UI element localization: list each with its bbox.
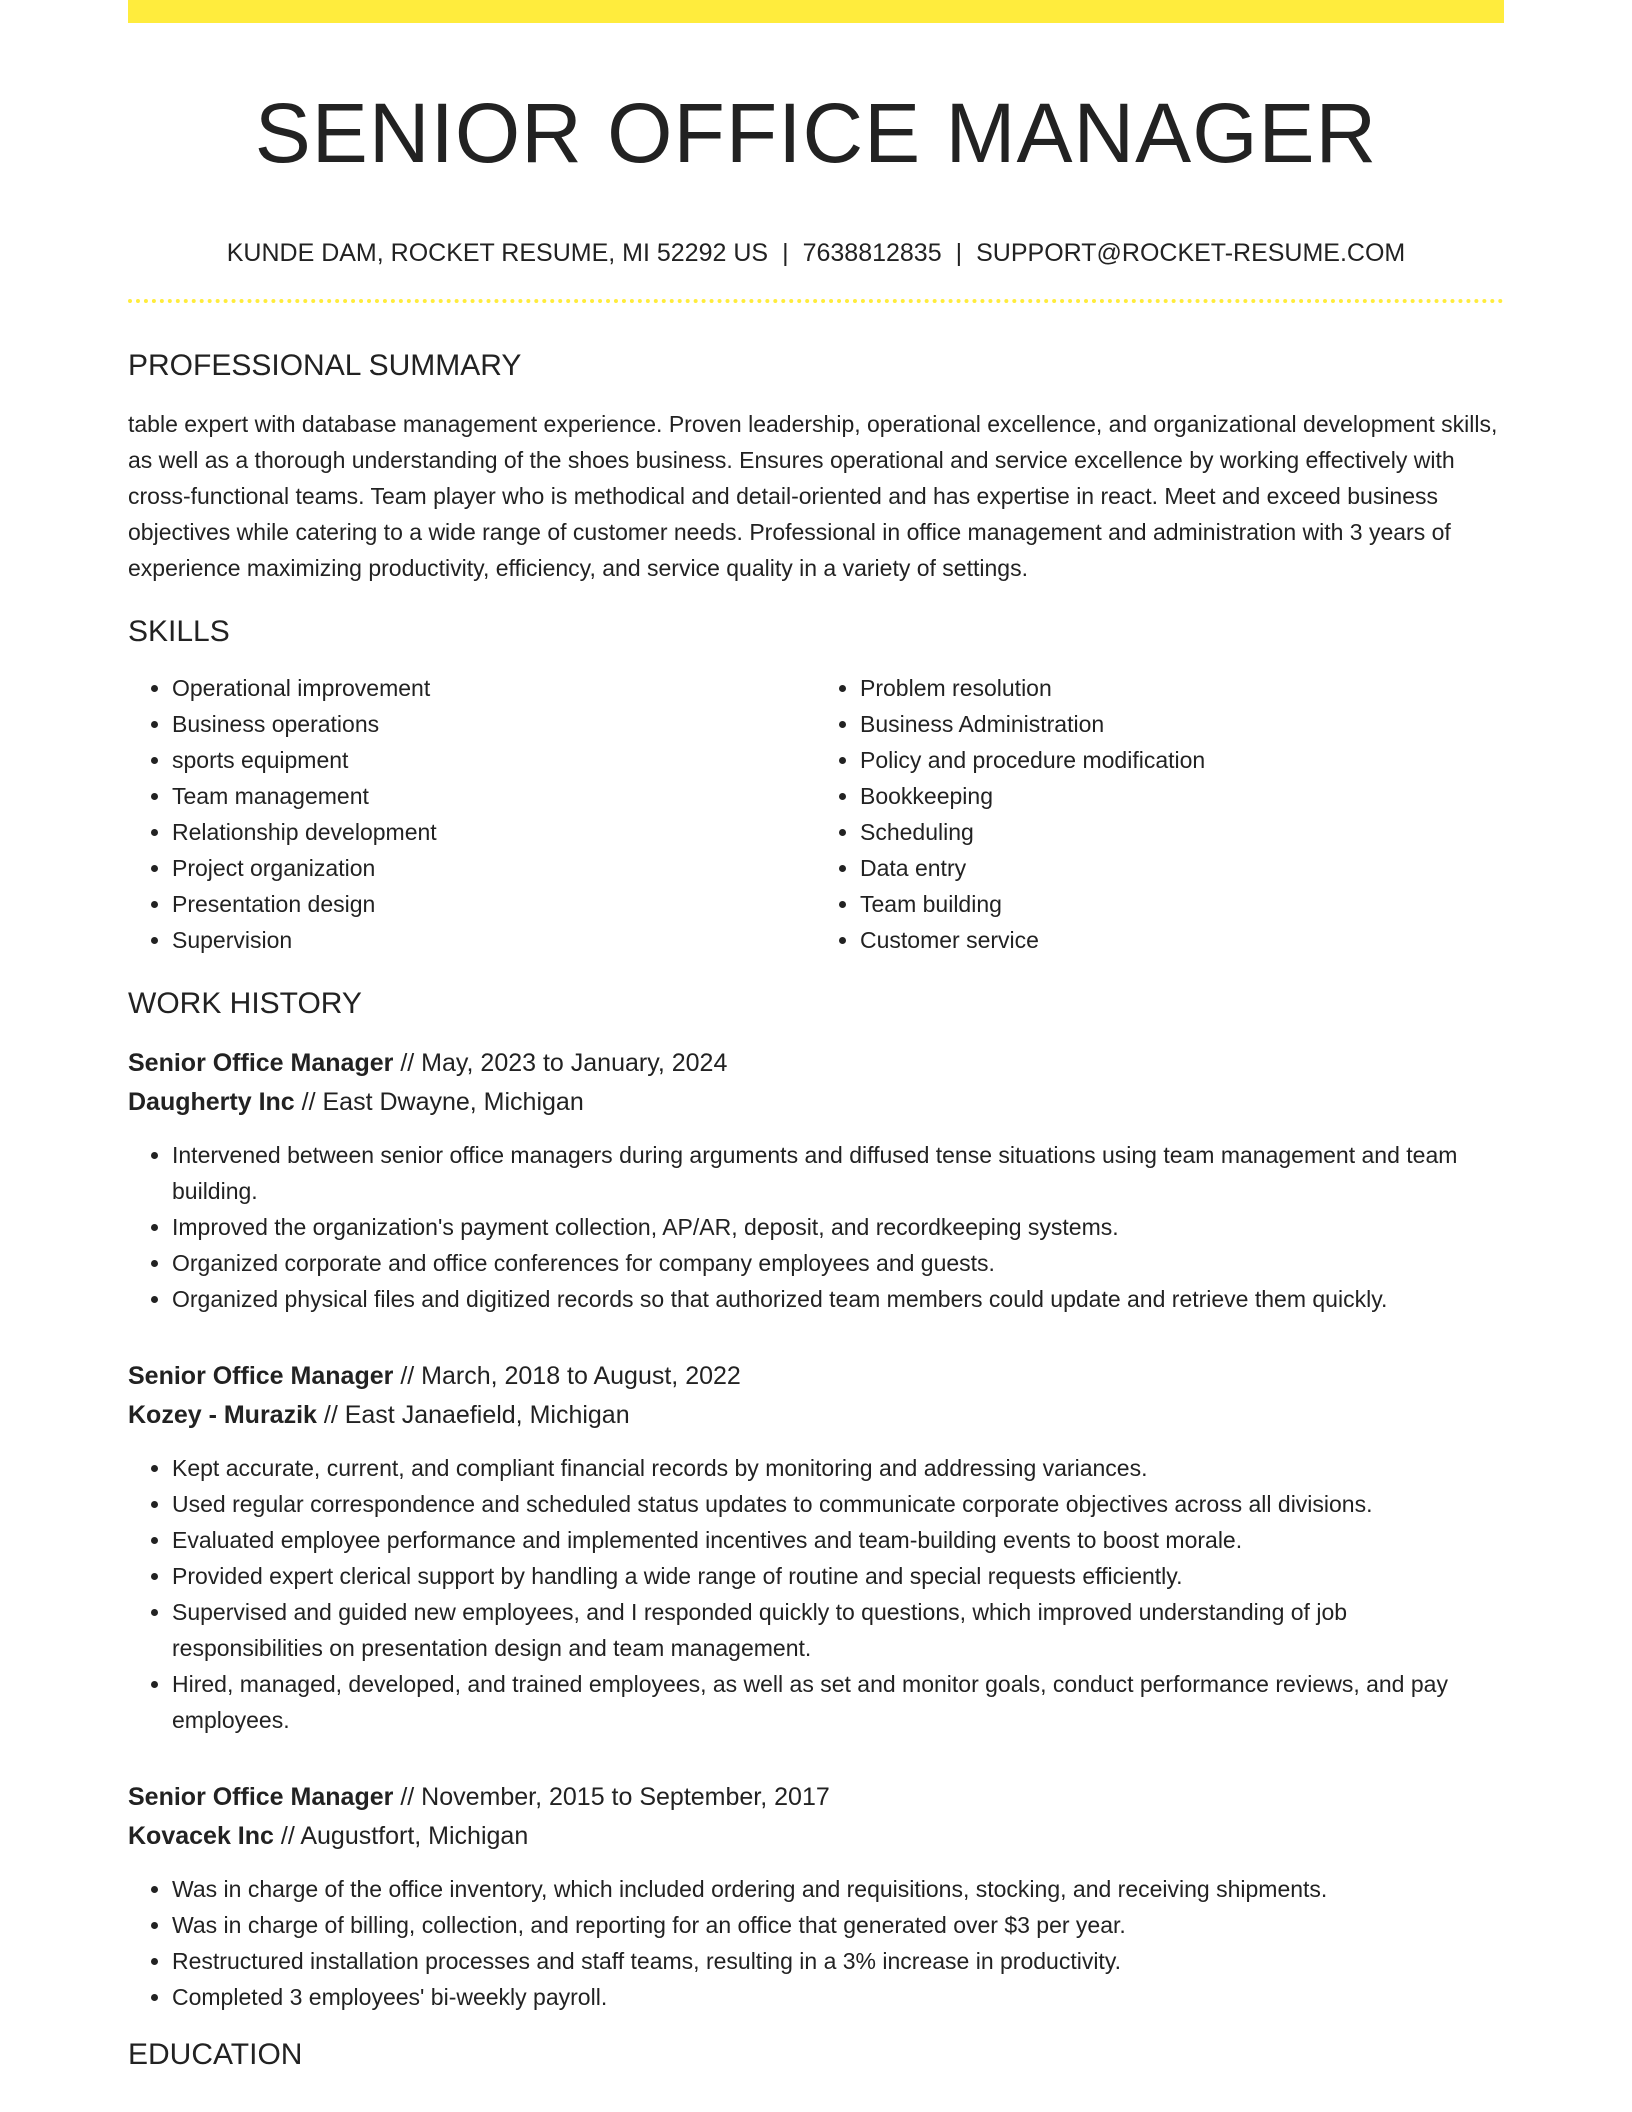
job-bullet: • Hired, managed, developed, and trained employees, as well as set and monitor goals, conduct performance reviews, and pay employees. (172, 1666, 1504, 1738)
job-bullet: • Kept accurate, current, and compliant financial records by monitoring and addressing variances. (172, 1450, 1504, 1486)
job-title: Senior Office Manager (128, 1049, 394, 1078)
skill-item: • Problem resolution (860, 670, 1504, 706)
skills-heading: SKILLS (128, 615, 230, 649)
job-bullets (128, 1871, 1504, 2015)
skills-list (128, 670, 1504, 958)
skills-left-column (128, 670, 816, 958)
job-location: // East Janaefield, Michigan (323, 1401, 630, 1430)
job-entry (128, 1357, 1504, 1738)
job-bullet: • Provided expert clerical support by handling a wide range of routine and special requests efficiently. (172, 1558, 1504, 1594)
job-company: Daugherty Inc (128, 1088, 295, 1117)
contact-email: SUPPORT@ROCKET-RESUME.COM (976, 238, 1406, 267)
job-company: Kozey - Murazik (128, 1401, 317, 1430)
skill-item: • Policy and procedure modification (860, 742, 1504, 778)
job-bullet: • Organized physical files and digitized records so that authorized team members could update and retrieve them quickly. (172, 1281, 1504, 1317)
job-location: // Augustfort, Michigan (280, 1822, 529, 1851)
job-dates: // November, 2015 to September, 2017 (400, 1783, 830, 1812)
job-bullet: • Restructured installation processes and staff teams, resulting in a 3% increase in productivity. (172, 1943, 1504, 1979)
job-company-line (128, 1817, 1504, 1856)
job-bullet: • Was in charge of the office inventory, which included ordering and requisitions, stocking, and receiving shipments. (172, 1871, 1504, 1907)
skill-item: • Supervision (172, 922, 816, 958)
job-bullets (128, 1450, 1504, 1738)
job-location: // East Dwayne, Michigan (301, 1088, 584, 1117)
skill-item: • Bookkeeping (860, 778, 1504, 814)
job-company-line (128, 1396, 1504, 1435)
contact-separator: | (782, 238, 789, 267)
skill-item: • Scheduling (860, 814, 1504, 850)
job-entry (128, 1778, 1504, 2015)
job-bullet: • Supervised and guided new employees, and I responded quickly to questions, which improved understanding of job responsibilities on presentation design and team management. (172, 1594, 1504, 1666)
skill-item: • Presentation design (172, 886, 816, 922)
education-heading: EDUCATION (128, 2038, 303, 2072)
job-company: Kovacek Inc (128, 1822, 274, 1851)
job-title-line (128, 1357, 1504, 1396)
job-bullet: • Improved the organization's payment collection, AP/AR, deposit, and recordkeeping systems. (172, 1209, 1504, 1245)
job-bullet: • Used regular correspondence and scheduled status updates to communicate corporate objectives across all divisions. (172, 1486, 1504, 1522)
job-title: Senior Office Manager (128, 1783, 394, 1812)
skills-right-column (816, 670, 1504, 958)
skill-item: • Team building (860, 886, 1504, 922)
skill-item: • Customer service (860, 922, 1504, 958)
skill-item: • Operational improvement (172, 670, 816, 706)
accent-bar (128, 0, 1504, 23)
contact-address: KUNDE DAM, ROCKET RESUME, MI 52292 US (226, 238, 769, 267)
contact-line (128, 237, 1504, 270)
skill-item: • Team management (172, 778, 816, 814)
contact-separator: | (955, 238, 963, 267)
contact-phone: 7638812835 (802, 238, 942, 267)
job-dates: // May, 2023 to January, 2024 (400, 1049, 728, 1078)
work-history-list (128, 1044, 1504, 2015)
skill-item: • Business operations (172, 706, 816, 742)
job-company-line (128, 1083, 1504, 1122)
resume-content (128, 23, 1504, 2073)
work-history-heading: WORK HISTORY (128, 987, 362, 1021)
page-title: SENIOR OFFICE MANAGER (254, 86, 1378, 180)
skill-item: • Project organization (172, 850, 816, 886)
job-title-line (128, 1778, 1504, 1817)
job-title-line (128, 1044, 1504, 1083)
summary-heading: PROFESSIONAL SUMMARY (128, 349, 522, 383)
job-bullet: • Intervened between senior office managers during arguments and diffused tense situations using team management and team building. (172, 1137, 1504, 1209)
job-bullet: • Completed 3 employees' bi-weekly payroll. (172, 1979, 1504, 2015)
job-dates: // March, 2018 to August, 2022 (400, 1362, 741, 1391)
job-bullet: • Evaluated employee performance and implemented incentives and team-building events to boost morale. (172, 1522, 1504, 1558)
skill-item: • Relationship development (172, 814, 816, 850)
skill-item: • Data entry (860, 850, 1504, 886)
skill-item: • Business Administration (860, 706, 1504, 742)
job-entry (128, 1044, 1504, 1317)
header-divider (128, 299, 1504, 303)
skill-item: • sports equipment (172, 742, 816, 778)
job-bullet: • Was in charge of billing, collection, and reporting for an office that generated over $3 per year. (172, 1907, 1504, 1943)
job-bullet: • Organized corporate and office conferences for company employees and guests. (172, 1245, 1504, 1281)
summary-text: table expert with database management experience. Proven leadership, operational excellence, and organizational development skills, as well as a thorough understanding of the shoes business. Ensures operational and service excellence by working effectively with cross-functional teams. Team player who is methodical and detail-oriented and has expertise in react. Meet and exceed business objectives while catering to a wide range of customer needs. Professional in office management and administration with 3 years of experience maximizing productivity, efficiency, and service quality in a variety of settings. (128, 411, 1498, 582)
job-title: Senior Office Manager (128, 1362, 394, 1391)
job-bullets (128, 1137, 1504, 1317)
